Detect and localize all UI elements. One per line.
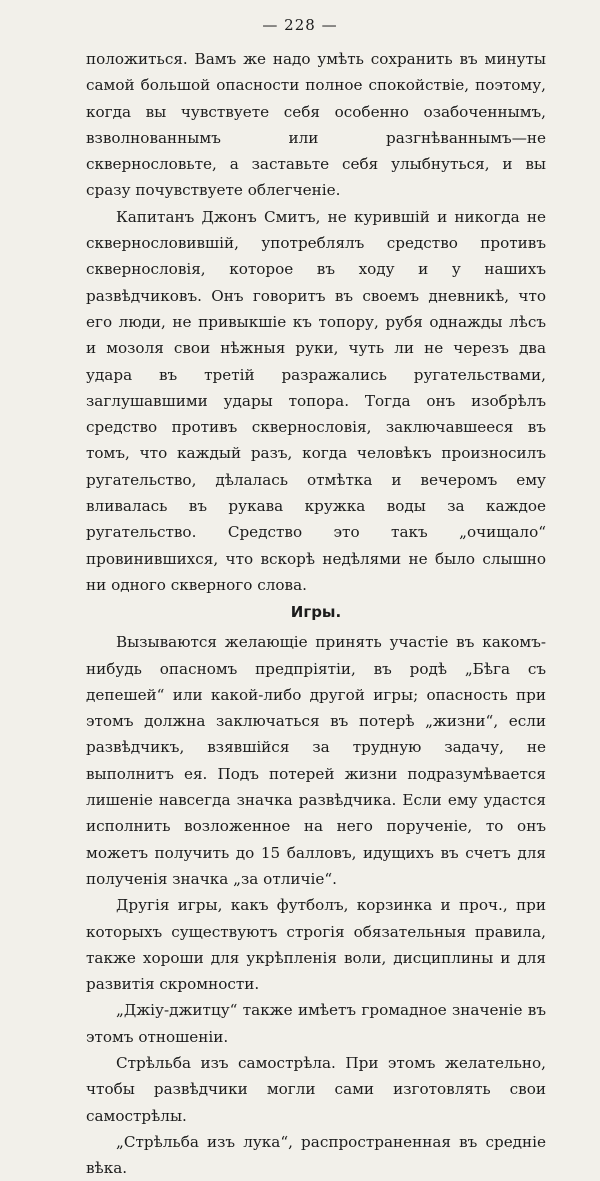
paragraph: Стрѣльба изъ самострѣла. При этомъ желательно, чтобы развѣдчики могли сами изготовлять свои самострѣлы. — [86, 1053, 546, 1125]
paragraph: положиться. Вамъ же надо умѣть сохранить въ минуты самой большой опасности полное спокойствіе, поэтому, когда вы чувствуете себя особенно озабоченнымъ, взволнованнымъ или разгнѣваннымъ—не сквернословьте, а заставьте себя улыбнуться, и вы сразу почувствуете облегченіе. — [86, 50, 546, 200]
paragraph: Другія игры, какъ футболъ, корзинка и проч., при которыхъ существуютъ строгія обязательныя правила, также хороши для укрѣпленія воли, дисциплины и для развитія скромности. — [86, 896, 546, 994]
page-number: — 228 — — [262, 16, 338, 34]
section-heading: Игры. — [290, 603, 342, 622]
paragraph: „Стрѣльба изъ лука“, распространенная въ средніе вѣка. — [86, 1132, 546, 1178]
paragraph: Вызываются желающіе принять участіе въ какомъ-нибудь опасномъ предпріятіи, въ родѣ „Бѣга съ депешей“ или какой-либо другой игры; опасность при этомъ должна заключаться въ потерѣ „жизни“, если развѣдчикъ, взявшійся за трудную задачу, не выполнитъ ея. Подъ потерей жизни подразумѣвается лишеніе навсегда значка развѣдчика. Если ему удастся исполнить возложенное на него порученіе, то онъ можетъ получить до 15 балловъ, идущихъ въ счетъ для полученія значка „за отличіе“. — [86, 633, 546, 888]
paragraph: Капитанъ Джонъ Смитъ, не курившій и никогда не сквернословившій, употреблялъ средство противъ сквернословія, которое въ ходу и у нашихъ развѣдчиковъ. Онъ говоритъ въ своемъ дневникѣ, что его люди, не привыкшіе къ топору, рубя однажды лѣсъ и мозоля свои нѣжныя руки, чуть ли не черезъ два удара въ третій разражались ругательствами, заглушавшими удары топора. Тогда онъ изобрѣлъ средство противъ сквернословія, заключавшееся въ томъ, что каждый разъ, когда человѣкъ произносилъ ругательство, дѣлалась отмѣтка и вечеромъ ему вливалась въ рукава кружка воды за каждое ругательство. Средство это такъ „очищало“ провинившихся, что вскорѣ недѣлями не было слышно ни одного скверного слова. — [86, 207, 546, 594]
page-body — [86, 46, 546, 1181]
paragraph: „Джіу-джитцу“ также имѣетъ громадное значеніе въ этомъ отношеніи. — [86, 1001, 546, 1046]
